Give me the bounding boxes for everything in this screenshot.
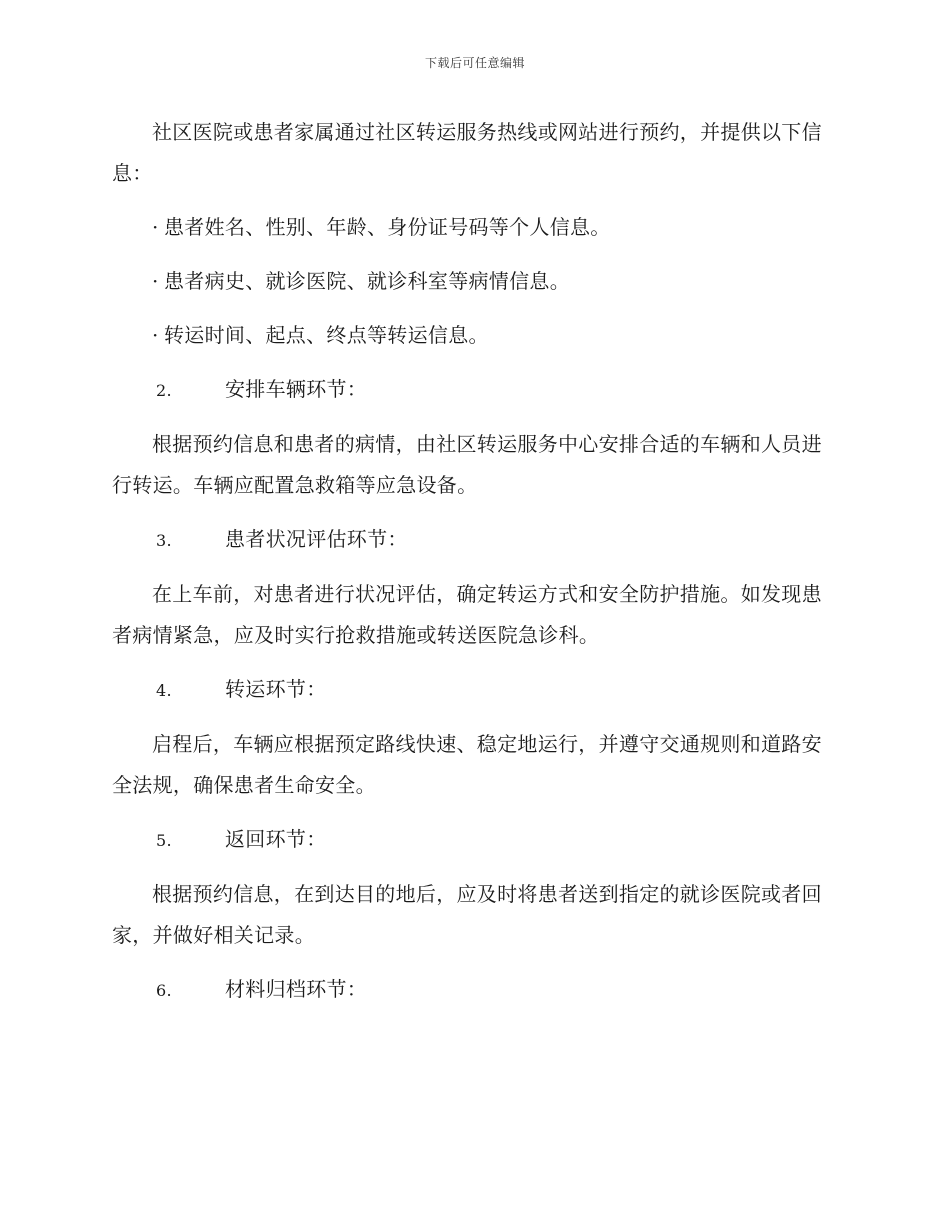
step-title: 安排车辆环节： [225,377,368,401]
intro-paragraph: 社区医院或患者家属通过社区转运服务热线或网站进行预约，并提供以下信息： [112,120,822,185]
step-number: 3. [156,531,172,550]
bullet-text: 转运时间、起点、终点等转运信息。 [164,323,489,347]
page-header: 下载后可任意编辑 [424,56,525,70]
step-number: 2. [156,381,172,400]
step-number: 6. [156,981,172,1000]
step-number: 4. [156,681,172,700]
step-title: 返回环节： [225,827,327,851]
step-body-5: 根据预约信息，在到达目的地后，应及时将患者送到指定的就诊医院或者回家，并做好相关记录。 [112,882,822,947]
bullet-item [112,261,832,302]
bullet-item [112,315,832,356]
step-heading-4 [112,669,832,711]
bullet-dot: · [152,323,159,347]
step-heading-5 [112,819,832,861]
step-heading-2 [112,369,832,411]
step-number: 5. [156,831,172,850]
step-title: 患者状况评估环节： [225,527,408,551]
step-body-2: 根据预约信息和患者的病情，由社区转运服务中心安排合适的车辆和人员进行转运。车辆应配置急救箱等应急设备。 [112,432,822,497]
bullet-item [112,207,832,248]
step-heading-3 [112,519,832,561]
bullet-dot: · [152,269,159,293]
bullet-text: 患者病史、就诊医院、就诊科室等病情信息。 [164,269,570,293]
step-heading-6 [112,969,832,1011]
step-body-3: 在上车前，对患者进行状况评估，确定转运方式和安全防护措施。如发现患者病情紧急，应及时实行抢救措施或转送医院急诊科。 [112,582,822,647]
step-title: 转运环节： [225,677,327,701]
document-body [112,112,832,1024]
step-body-4: 启程后，车辆应根据预定路线快速、稳定地运行，并遵守交通规则和道路安全法规，确保患者生命安全。 [112,732,822,797]
step-title: 材料归档环节： [225,977,368,1001]
bullet-text: 患者姓名、性别、年龄、身份证号码等个人信息。 [164,215,611,239]
bullet-dot: · [152,215,159,239]
